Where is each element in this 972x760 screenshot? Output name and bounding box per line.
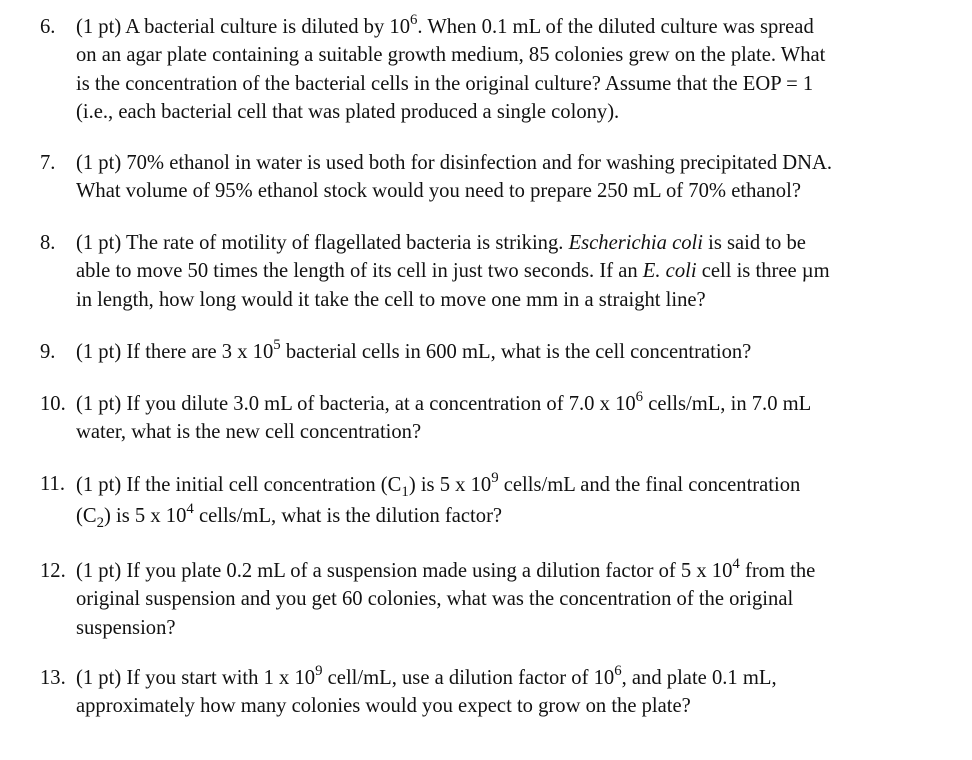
question-line [76, 614, 970, 642]
question-number: 10. [40, 393, 66, 415]
question-text [76, 229, 970, 314]
text-run: able to move 50 times the length of its cell in just two seconds. If an [76, 260, 643, 283]
superscript: 6 [635, 389, 644, 406]
text-run: (1 pt) If you dilute 3.0 mL of bacteria, at a concentration of 7.0 x 10 [76, 393, 636, 415]
text-run: . When 0.1 mL of the diluted culture was spread [417, 16, 814, 38]
question-text [76, 338, 970, 366]
question-line [76, 149, 970, 177]
text-run: (1 pt) The rate of motility of flagellated bacteria is striking. [76, 232, 569, 254]
text-run: (1 pt) If the initial cell concentration (C [76, 474, 402, 496]
question-line [76, 338, 970, 366]
italic-text: Escherichia coli [568, 232, 703, 254]
question-text [76, 149, 970, 206]
text-run: (1 pt) If you start with 1 x 10 [76, 667, 316, 689]
text-run: (1 pt) If you plate 0.2 mL of a suspension made using a dilution factor of 5 x 10 [76, 560, 733, 582]
question-12 [40, 557, 970, 642]
question-line [76, 692, 970, 720]
question-number: 9. [40, 341, 56, 363]
question-line [76, 557, 970, 585]
question-line [76, 664, 970, 692]
text-run: cell/mL, use a dilution factor of 10 [322, 667, 615, 689]
superscript: 6 [614, 663, 622, 680]
text-run: ) is 5 x 10 [408, 474, 492, 496]
text-run: (i.e., each bacterial cell that was plated produced a single colony). [76, 101, 620, 124]
text-run: (1 pt) A bacterial culture is diluted by 10 [76, 16, 410, 38]
question-line [76, 257, 970, 285]
text-run: in length, how long would it take the cell to move one mm in a straight line? [76, 288, 706, 311]
text-run: original suspension and you get 60 colonies, what was the concentration of the original [76, 588, 794, 611]
question-number: 11. [40, 473, 65, 495]
text-run: approximately how many colonies would you expect to grow on the plate? [76, 695, 691, 718]
question-8 [40, 229, 970, 314]
text-run: is the concentration of the bacterial cells in the original culture? Assume that the EOP = 1 [76, 72, 814, 95]
superscript: 5 [273, 337, 281, 354]
text-run: on an agar plate containing a suitable growth medium, 85 colonies grew on the plate. What [76, 44, 826, 67]
question-line [76, 41, 970, 69]
superscript: 9 [491, 470, 499, 487]
question-10 [40, 390, 970, 447]
text-run: from the [739, 560, 816, 582]
superscript: 9 [315, 663, 323, 680]
text-run: suspension? [76, 616, 176, 639]
question-line [76, 229, 970, 257]
subscript: 1 [401, 484, 409, 501]
text-run: ) is 5 x 10 [104, 505, 187, 527]
question-13 [40, 664, 970, 721]
question-text [76, 470, 970, 532]
superscript: 6 [410, 12, 418, 29]
text-run: What volume of 95% ethanol stock would you need to prepare 250 mL of 70% ethanol? [76, 180, 801, 203]
italic-text: E. coli [642, 260, 697, 283]
question-line [76, 177, 970, 205]
question-number: 8. [40, 232, 56, 254]
question-6 [40, 13, 970, 127]
text-run: (C [76, 505, 97, 527]
question-number: 13. [40, 667, 66, 689]
text-run: is said to be [702, 232, 806, 254]
superscript: 4 [732, 556, 740, 573]
question-line [76, 585, 970, 613]
superscript: 4 [186, 501, 194, 518]
question-line [76, 390, 970, 418]
text-run: cells/mL, what is the dilution factor? [193, 505, 503, 527]
text-run: cells/mL, in 7.0 mL [643, 393, 812, 415]
question-number: 12. [40, 560, 66, 582]
question-line [76, 98, 970, 126]
question-line [76, 70, 970, 98]
question-7 [40, 149, 970, 206]
subscript: 2 [96, 515, 105, 532]
question-number: 7. [40, 152, 56, 174]
text-run: cell is three µm [696, 260, 830, 283]
text-run: bacterial cells in 600 mL, what is the cell concentration? [280, 341, 752, 363]
question-text [76, 13, 970, 127]
question-text [76, 390, 970, 447]
question-11 [40, 470, 970, 532]
question-text [76, 664, 970, 721]
text-run: (1 pt) If there are 3 x 10 [76, 341, 274, 363]
text-run: water, what is the new cell concentration? [76, 421, 422, 444]
question-9 [40, 338, 970, 366]
text-run: , and plate 0.1 mL, [621, 667, 777, 689]
question-number: 6. [40, 16, 56, 38]
question-text [76, 557, 970, 642]
question-line [76, 470, 970, 501]
question-line [76, 13, 970, 41]
question-line [76, 286, 970, 314]
question-line [76, 501, 970, 532]
text-run: cells/mL and the final concentration [498, 474, 801, 496]
question-line [76, 418, 970, 446]
text-run: (1 pt) 70% ethanol in water is used both for disinfection and for washing precipitated DNA. [76, 152, 833, 174]
